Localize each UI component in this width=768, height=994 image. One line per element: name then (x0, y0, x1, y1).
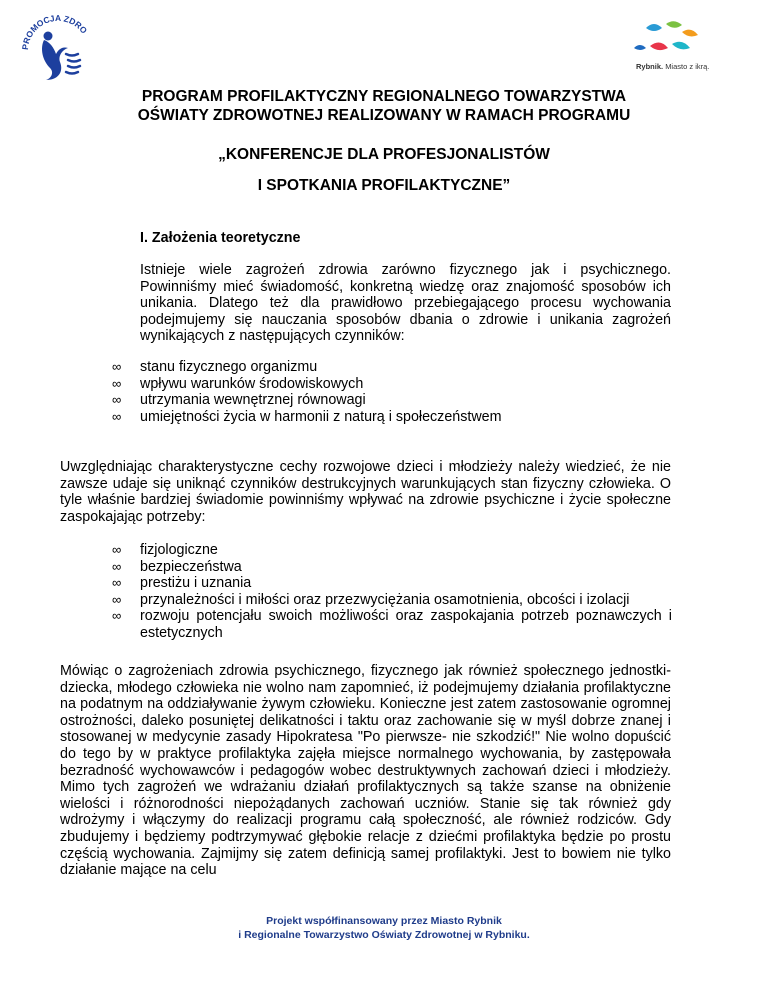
title-line-1: PROGRAM PROFILAKTYCZNY REGIONALNEGO TOWARZYSTWA (141, 88, 627, 105)
list-item: ∞ stanu fizycznego organizmu (112, 359, 318, 375)
paragraph-1: Istnieje wiele zagrożeń zdrowia zarówno fizycznego jak i psychicznego. Powinniśmy mieć świadomość, konkretną wiedzę oraz znajomość sposobów ich unikania. Dlatego też dla prawidłowo przebiegającego procesu wychowania podejmujemy się nauczania sposobów dbania o zdrowie i unikania zagrożeń wynikających z następujących czynników: (140, 262, 671, 345)
subtitle-line-2: I SPOTKANIA PROFILAKTYCZNE” (257, 177, 511, 194)
factors-list (112, 359, 672, 425)
infinity-bullet-icon: ∞ (112, 542, 122, 557)
infinity-bullet-icon: ∞ (112, 359, 122, 374)
infinity-bullet-icon: ∞ (112, 392, 122, 408)
list-item: ∞ wpływu warunków środowiskowych (112, 375, 364, 392)
infinity-bullet-icon: ∞ (112, 608, 122, 624)
list-item: ∞ fizjologiczne (112, 542, 218, 558)
list-item: ∞ przynależności i miłości oraz przezwyciężania osamotnienia, obcości i izolacji (112, 591, 630, 608)
paragraph-2: Uwzględniając charakterystyczne cechy rozwojowe dzieci i młodzieży należy wiedzieć, że nie zawsze udaje się uniknąć czynników destrukcyjnych warunkujących stan fizyczny człowieka. O tyle właśnie bardziej świadomie powinniśmy wpływać na zdrowie psychiczne i życie społeczne zaspokajając potrzeby: (60, 459, 671, 525)
document-title (60, 87, 708, 125)
list-item: ∞ bezpieczeństwa (112, 558, 242, 575)
list-item: ∞ utrzymania wewnętrznej równowagi (112, 392, 366, 409)
footer-line-1: Projekt współfinansowany przez Miasto Rybnik (266, 915, 502, 927)
infinity-bullet-icon: ∞ (112, 558, 122, 574)
svg-text:PROMOCJA ZDROWIA: PROMOCJA ZDRO (19, 12, 90, 51)
rybnik-tagline: Rybnik. Miasto z ikrą. (636, 62, 710, 71)
infinity-bullet-icon: ∞ (112, 375, 122, 391)
rybnik-logo (626, 18, 714, 70)
paragraph-3: Mówiąc o zagrożeniach zdrowia psychicznego, fizycznego jak również społecznego jednostki- dziecka, młodego człowieka nie wolno nam zapomnieć, iż podejmujemy działania profilaktyczne na podatnym na oddziaływanie żywym człowieku. Konieczne jest zatem zastosowanie ogromnej ostrożności, daleko posuniętej delikatności i taktu oraz zachowanie się w myśl dobrze znanej i stosowanej w medycynie zasady Hipokratesa "Po pierwsze- nie szkodzić!" Nie wolno dopuścić do tego by w praktyce profilaktyka zajęła miejsce normalnego wychowania, by zastępowała bezradność wychowawców i pedagogów wobec destruktywnych zachowań dzieci i młodzieży. Mimo tych zagrożeń we wdrażaniu działań profilaktycznych są także szanse na obniżenie wielości i różnorodności niepożądanych zachowań uczniów. Stanie się tak również gdy wdrożymy i włączymy do realizacji programu całą społeczność, ale również rodziców. Gdy zbudujemy i będziemy podtrzymywać głębokie relacje z dziećmi profilaktyka będzie po prostu częścią wychowania. Zajmijmy się zatem definicją samej profilaktyki. Jest to bowiem nie tylko działanie mające na celu (60, 663, 671, 879)
title-line-2: OŚWIATY ZDROWOTNEJ REALIZOWANY W RAMACH PROGRAMU (137, 107, 631, 124)
list-item: ∞ rozwoju potencjału swoich możliwości oraz zaspokajania potrzeb poznawczych i estetycznych (112, 608, 672, 641)
subtitle-line-1: „KONFERENCJE DLA PROFESJONALISTÓW (218, 146, 550, 163)
section-heading: I. Założenia teoretyczne (140, 230, 301, 246)
needs-list (112, 542, 672, 642)
promocja-zdrowia-logo (18, 6, 94, 84)
footer-line-2: i Regionalne Towarzystwo Oświaty Zdrowotnej w Rybniku. (238, 929, 530, 941)
infinity-bullet-icon: ∞ (112, 575, 122, 591)
infinity-bullet-icon: ∞ (112, 591, 122, 607)
list-item: ∞ prestiżu i uznania (112, 575, 252, 592)
list-item: ∞ umiejętności życia w harmonii z naturą i społeczeństwem (112, 408, 502, 425)
infinity-bullet-icon: ∞ (112, 408, 122, 424)
